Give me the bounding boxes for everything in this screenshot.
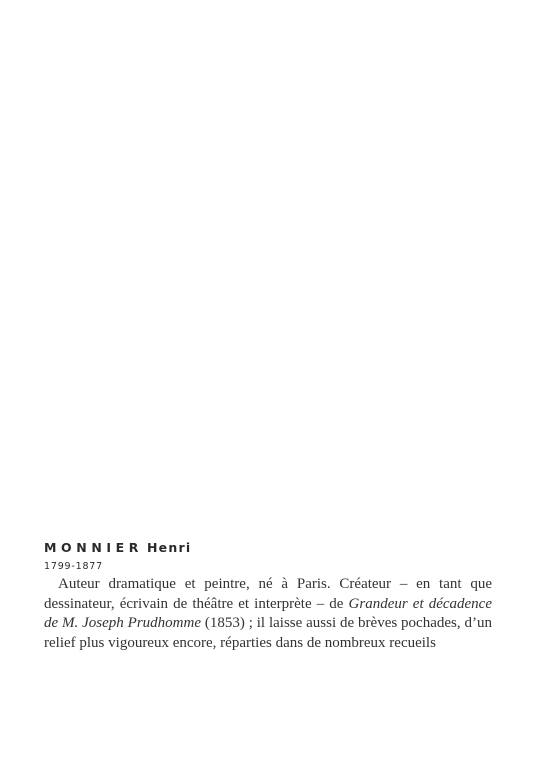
entry-surname: MONNIER xyxy=(44,540,144,555)
dictionary-entry xyxy=(44,540,492,653)
entry-work-title: Grandeur et décadence de M. Joseph Prudhomme xyxy=(44,595,493,631)
entry-text-part-2: (1853) ; il laisse aussi de brèves pochades, d’un relief plus vigoureux encore, réparties dans de nombreux recueils xyxy=(44,615,492,651)
entry-dates: 1799-1877 xyxy=(44,561,103,572)
entry-text-part-1: Auteur dramatique et peintre, né à Paris. Créateur – en tant que dessinateur, écrivain de théâtre et interprète – de xyxy=(44,576,492,612)
entry-given-name: Henri xyxy=(147,540,192,555)
entry-heading xyxy=(44,540,492,556)
entry-body xyxy=(44,575,492,653)
